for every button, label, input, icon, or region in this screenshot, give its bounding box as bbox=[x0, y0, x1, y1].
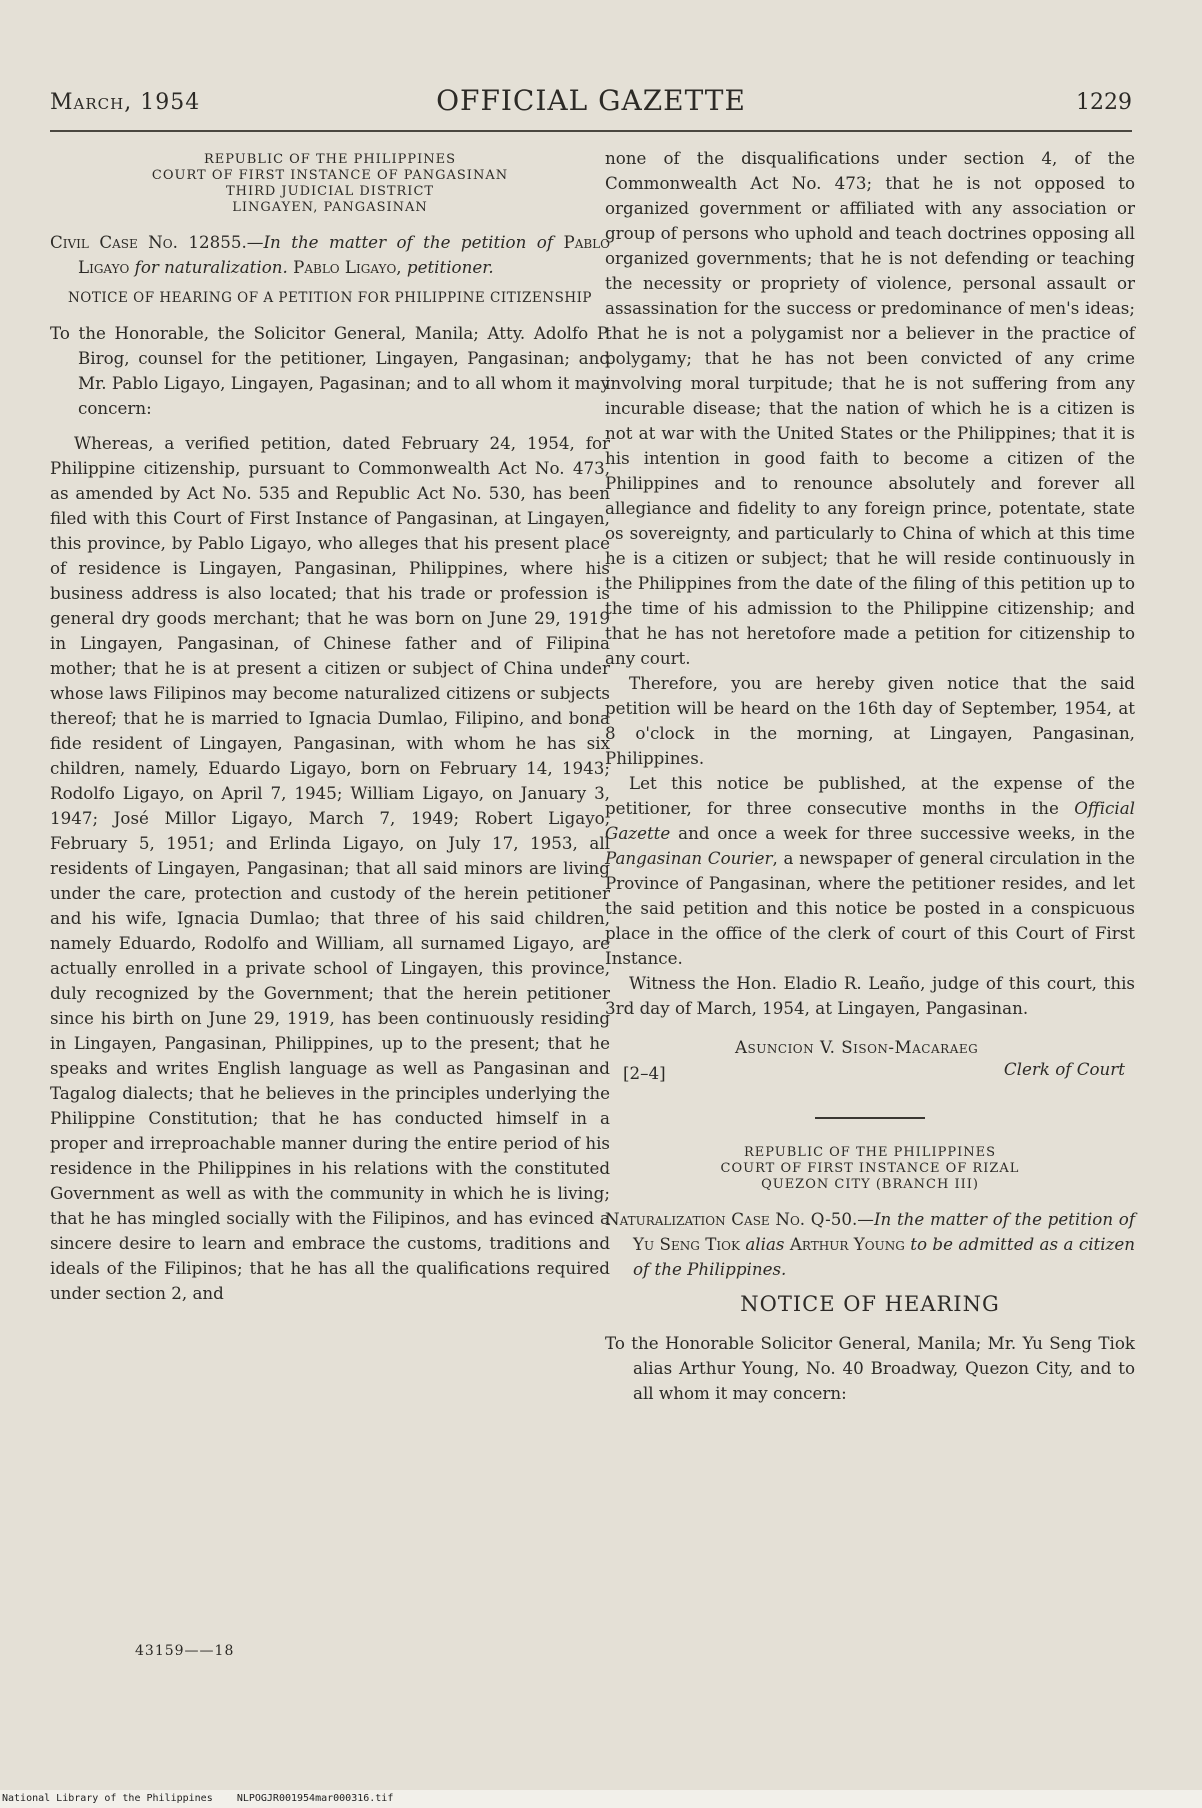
case-matter: to be admitted as a citizen of the Philippines. bbox=[633, 1234, 1135, 1279]
case-alias-name: Arthur Young bbox=[789, 1234, 905, 1254]
case-caption bbox=[50, 230, 610, 280]
petition-body-continued: none of the disqualifications under section 4, of the Commonwealth Act No. 473; that he is not opposed to organized government or affiliated with any association or group of persons who uphold and teach doctrines opposing all organized governments; that he is not defending or teaching the necessity or propriety of violence, personal assault or assassination for the success or predominance of men's ideas; that he is not a polygamist nor a believer in the practice of polygamy; that he has not been convicted of any crime involving moral turpitude; that he is not suffering from any incurable disease; that the nation of which he is a citizen is not at war with the United States or the Philippines; that it is his intention in good faith to become a citizen of the Philippines and to renounce absolutely and forever all allegiance and fidelity to any foreign prince, potentate, state os sovereignty, and particularly to China of which at this time he is a citizen or subject; that he will reside continuously in the Philippines from the date of the filing of this petition up to the time of his admission to the Philippine citizenship; and that he has not heretofore made a petition for citizenship to any court. bbox=[605, 148, 1135, 668]
scan-footer bbox=[0, 1790, 1202, 1808]
addressee: To the Honorable, the Solicitor General, Manila; Atty. Adolfo P. Birog, counsel for the petitioner, Lingayen, Pangasinan; and Mr. Pablo Ligayo, Lingayen, Pagasinan; and to all whom it may concern: bbox=[50, 323, 610, 418]
petition-body: Whereas, a verified petition, dated February 24, 1954, for Philippine citizenship, pursuant to Commonwealth Act No. 473, as amended by Act No. 535 and Republic Act No. 530, has been filed with this Court of First Instance of Pangasinan, at Lingayen, this province, by Pablo Ligayo, who alleges that his present place of residence is Lingayen, Pangasinan, Philippines, where his business address is also located; that his trade or profession is general dry goods merchant; that he was born on June 29, 1919 in Lingayen, Pangasinan, of Chinese father and of Filipina mother; that he is at present a citizen or subject of China under whose laws Filipinos may become naturalized citizens or subjects thereof; that he is married to Ignacia Dumlao, Filipino, and bona fide resident of Lingayen, Pangasinan, with whom he has six children, namely, Eduardo Ligayo, born on February 14, 1943; Rodolfo Ligayo, on April 7, 1945; William Ligayo, on January 3, 1947; José Millor Ligayo, March 7, 1949; Robert Ligayo, February 5, 1951; and Erlinda Ligayo, on July 17, 1953, all residents of Lingayen, Pangasinan; that all said minors are living under the care, protection and custody of the herein petitioner and his wife, Ignacia Dumlao; that three of his said children, namely Eduardo, Rodolfo and William, all surnamed Ligayo, are actually enrolled in a private school of Lingayen, this province, duly recognized by the Government; that the herein petitioner since his birth on June 29, 1919, has been continuously residing in Lingayen, Pangasinan, Philippines, up to the present; that he speaks and writes English language as well as Pangasinan and Tagalog dialects; that he believes in the principles underlying the Philippine Constitution; that he has conducted himself in a proper and irreproachable manner during the entire period of his residence in the Philippines in his relations with the constituted Government as well as with the community in which he is living; that he has mingled socially with the Filipinos, and has evinced a sincere desire to learn and embrace the customs, traditions and ideals of the Filipinos; that he has all the qualifications required under section 2, and bbox=[50, 433, 610, 1303]
page-number: 1229 bbox=[1076, 90, 1132, 115]
issue-date: March, 1954 bbox=[50, 90, 201, 115]
gazette-name: Official Gazette bbox=[605, 798, 1135, 843]
scan-filename: NLPOGJR001954mar000316.tif bbox=[236, 1793, 394, 1804]
courier-name: Pangasinan Courier bbox=[605, 848, 773, 868]
right-column bbox=[605, 146, 1135, 1416]
court-line: REPUBLIC OF THE PHILIPPINES bbox=[204, 152, 456, 167]
header-rule bbox=[50, 130, 1132, 132]
section-divider bbox=[815, 1117, 925, 1119]
court-heading-2 bbox=[605, 1145, 1135, 1193]
case-matter: In the matter of the petition of bbox=[873, 1209, 1135, 1229]
court-line: LINGAYEN, PANGASINAN bbox=[232, 200, 428, 215]
publication-text: Let this notice be published, at the expense of the petitioner, for three consecutive months in the bbox=[605, 773, 1135, 818]
signatory-title: Clerk of Court bbox=[1003, 1059, 1125, 1079]
publication-title: OFFICIAL GAZETTE bbox=[436, 84, 746, 117]
page-header bbox=[50, 84, 1132, 120]
court-line: THIRD JUDICIAL DISTRICT bbox=[225, 184, 435, 199]
court-heading bbox=[50, 152, 610, 216]
court-line: REPUBLIC OF THE PHILIPPINES bbox=[744, 1145, 996, 1160]
publication-text: , a newspaper of general circulation in the Province of Pangasinan, where the petitioner resides, and let the said petition and this notice be posted in a conspicuous place in the office of the clerk of court of this Court of First Instance. bbox=[605, 848, 1136, 968]
case-name: Pablo Ligayo bbox=[78, 232, 610, 277]
publication-order bbox=[605, 771, 1135, 971]
notice-title-2: NOTICE OF HEARING bbox=[740, 1292, 1000, 1316]
case-label: Civil Case No. 12855.— bbox=[50, 232, 264, 252]
case-label: Naturalization Case No. Q-50.— bbox=[605, 1209, 874, 1229]
court-line: QUEZON CITY (BRANCH III) bbox=[761, 1177, 979, 1192]
case-caption-2 bbox=[605, 1207, 1135, 1282]
library-name: National Library of the Philippines bbox=[2, 1793, 213, 1804]
addressee-2: To the Honorable Solicitor General, Manila; Mr. Yu Seng Tiok alias Arthur Young, No. 40 Broadway, Quezon City, and to all whom it may concern: bbox=[605, 1333, 1135, 1403]
notice-title: NOTICE OF HEARING OF A PETITION FOR PHILIPPINE CITIZENSHIP bbox=[67, 290, 593, 306]
case-matter: In the matter of the petition of bbox=[263, 232, 564, 252]
case-alias: alias bbox=[739, 1234, 790, 1254]
case-petitioner: Pablo Ligayo, bbox=[293, 257, 402, 277]
witness-clause: Witness the Hon. Eladio R. Leaño, judge of this court, this 3rd day of March, 1954, at Lingayen, Pangasinan. bbox=[605, 973, 1135, 1018]
signatory-name: Asuncion V. Sison-Macaraeg bbox=[735, 1037, 979, 1057]
issue-tag: [2–4] bbox=[623, 1063, 666, 1083]
print-code: 43159——18 bbox=[135, 1643, 235, 1659]
case-matter: for naturalization. bbox=[129, 257, 294, 277]
court-line: COURT OF FIRST INSTANCE OF RIZAL bbox=[720, 1161, 1020, 1176]
signature-block bbox=[605, 1035, 1135, 1095]
case-name: Yu Seng Tiok bbox=[633, 1234, 740, 1254]
hearing-notice: Therefore, you are hereby given notice that the said petition will be heard on the 16th day of September, 1954, at 8 o'clock in the morning, at Lingayen, Pangasinan, Philippines. bbox=[605, 673, 1135, 768]
left-column bbox=[50, 146, 610, 1306]
case-role: petitioner. bbox=[401, 257, 494, 277]
publication-text: and once a week for three successive weeks, in the bbox=[670, 823, 1135, 843]
court-line: COURT OF FIRST INSTANCE OF PANGASINAN bbox=[151, 168, 509, 183]
